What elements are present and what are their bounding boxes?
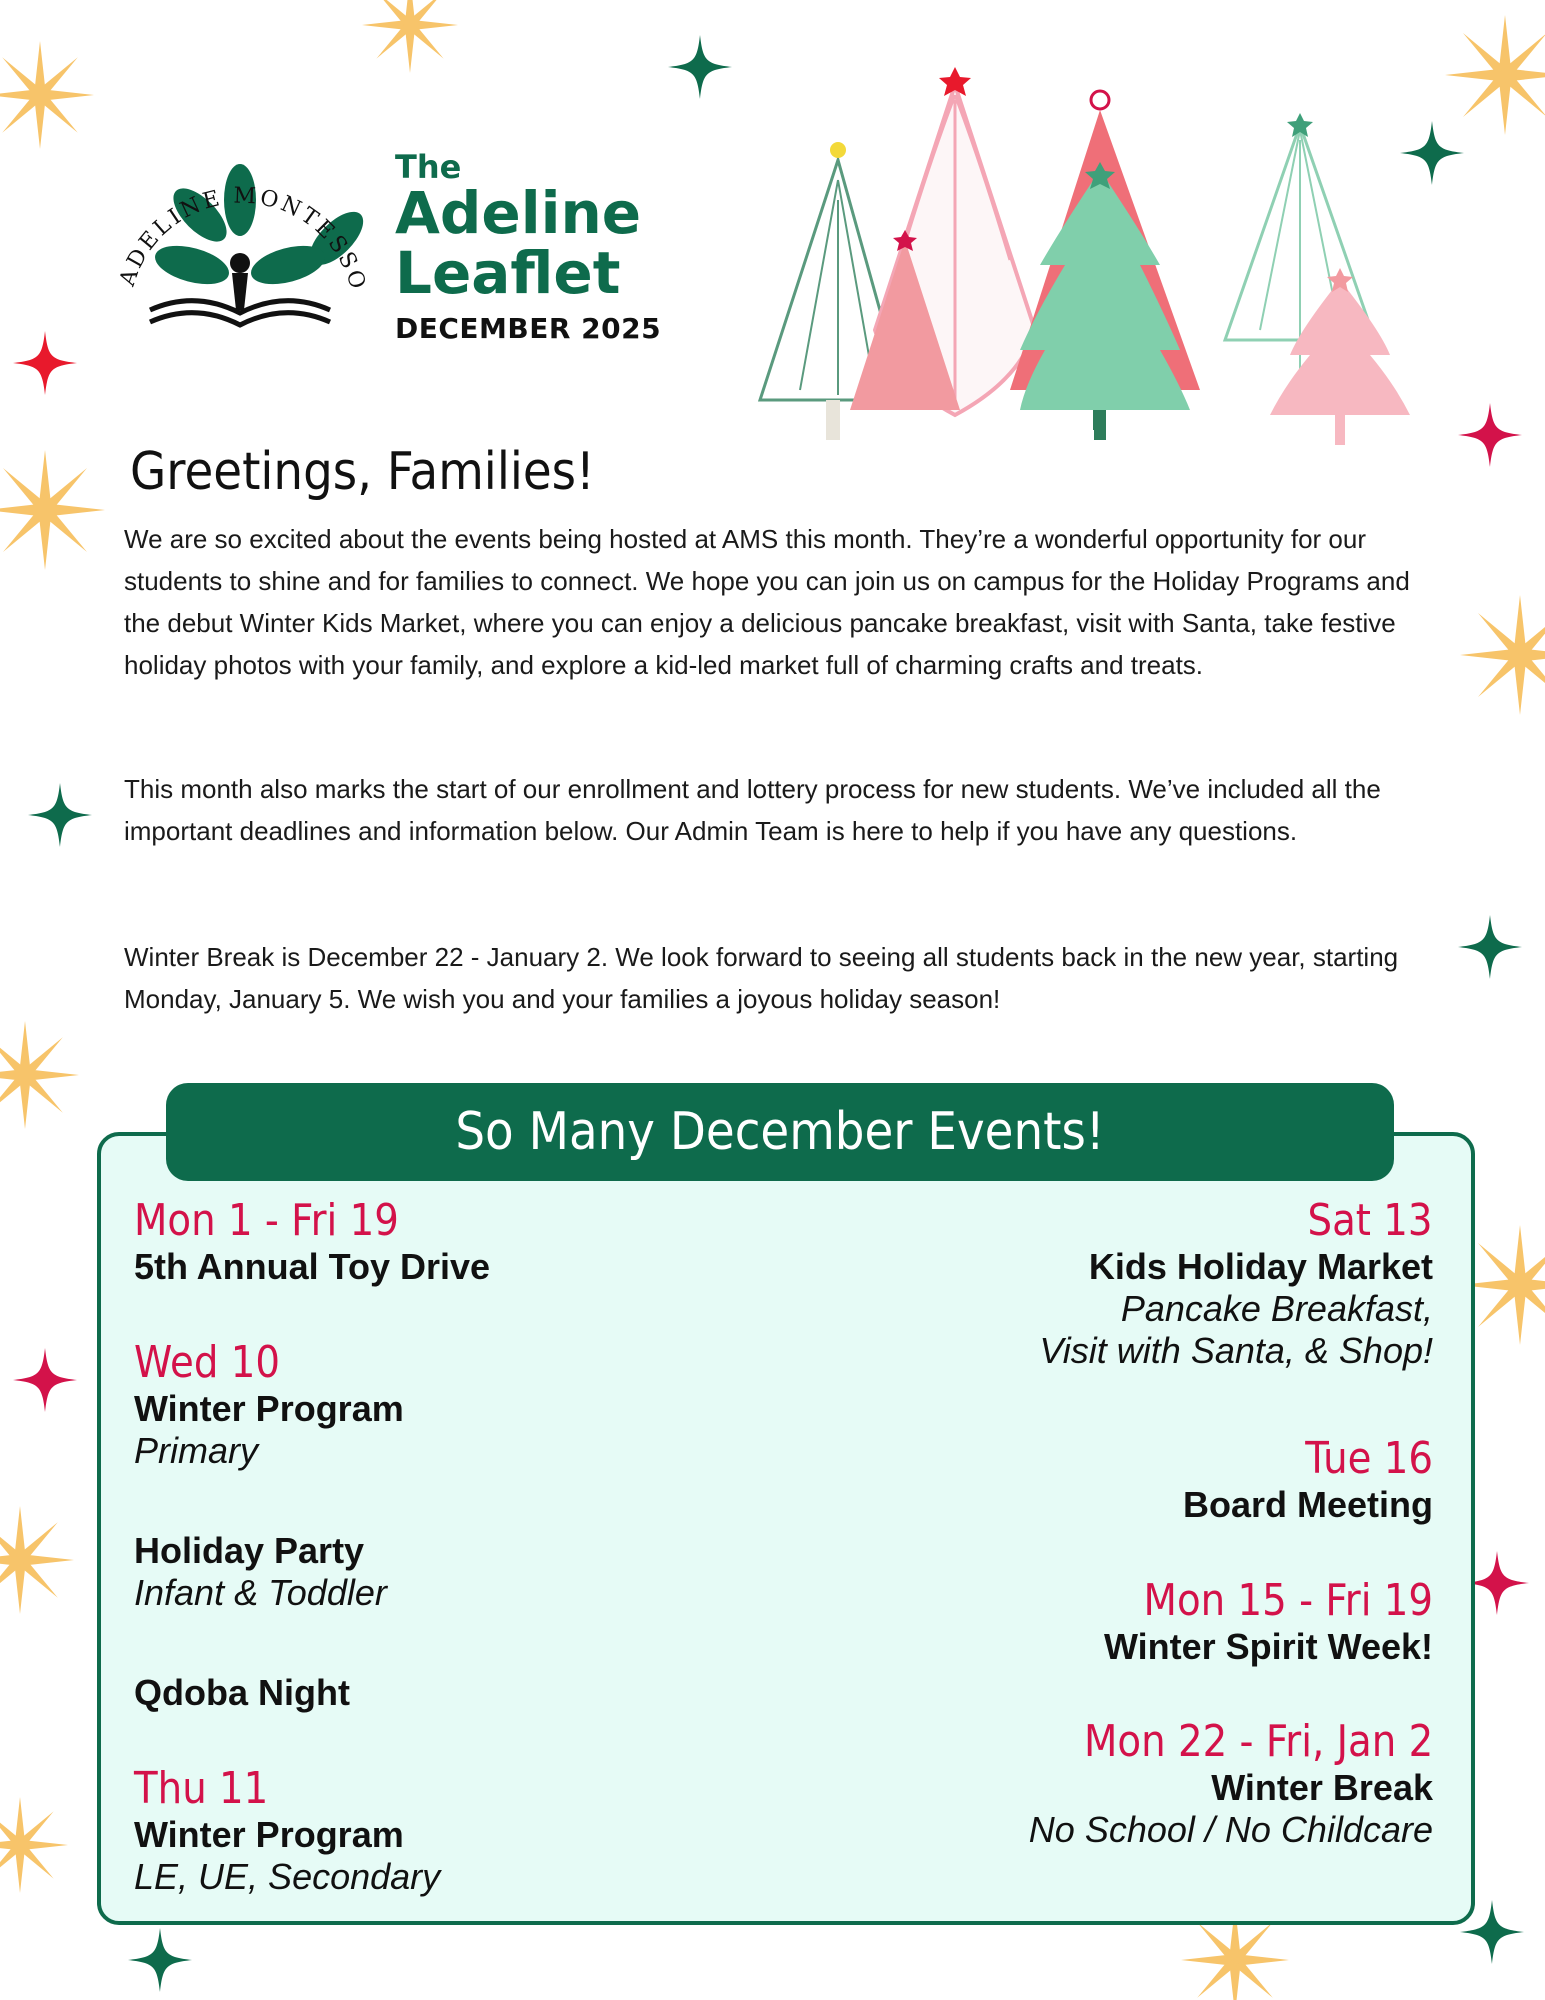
event-name: Qdoba Night (134, 1672, 350, 1713)
event-date: Wed 10 (134, 1337, 280, 1388)
star-burst-icon (0, 1797, 68, 1893)
sparkle-icon (1458, 403, 1522, 467)
star-burst-icon (0, 450, 105, 570)
star-burst-icon (0, 1021, 79, 1129)
svg-text:ADELINE MONTESSORI: ADELINE MONTESSO (115, 183, 371, 295)
event-detail: Pancake Breakfast, (1120, 1288, 1433, 1329)
sparkle-icon (1458, 915, 1522, 979)
event-name: Winter Spirit Week! (1103, 1626, 1433, 1667)
event-holiday-party (134, 1530, 387, 1614)
event-date: Mon 1 - Fri 19 (134, 1195, 399, 1246)
event-detail: Visit with Santa, & Shop! (1039, 1330, 1433, 1371)
enrollment-paragraph: This month also marks the start of our enrollment and lottery process for new students. We’ve included all the important deadlines and information below. Our Admin Team is here to help if you have any questions. (124, 774, 1381, 846)
events-heading: So Many December Events! (166, 1083, 1394, 1181)
sparkle-icon (128, 1928, 192, 1992)
greeting-heading: Greetings, Families! (130, 442, 595, 502)
event-winter-spirit-week (1104, 1575, 1433, 1668)
issue-date: DECEMBER 2025 (395, 312, 662, 345)
sparkle-icon (28, 783, 92, 847)
star-burst-icon (362, 0, 458, 73)
sparkle-icon (1400, 121, 1464, 185)
event-name: Winter Break (1211, 1767, 1433, 1808)
event-date: Tue 16 (1305, 1433, 1433, 1484)
event-toy-drive (134, 1195, 490, 1288)
tree-icon (1270, 268, 1410, 445)
event-name: Winter Program (134, 1814, 404, 1855)
school-logo-text (113, 160, 373, 360)
event-name: Kids Holiday Market (1088, 1246, 1433, 1287)
event-detail: Infant & Toddler (134, 1572, 387, 1613)
event-board-meeting (1183, 1433, 1433, 1526)
event-date: Thu 11 (134, 1763, 269, 1814)
event-detail: No School / No Childcare (1028, 1809, 1433, 1850)
event-winter-program-upper (134, 1763, 440, 1898)
christmas-trees-illustration (760, 67, 1410, 445)
event-date: Mon 15 - Fri 19 (1143, 1575, 1433, 1626)
event-kids-holiday-market (1039, 1195, 1433, 1372)
event-name: Holiday Party (134, 1530, 365, 1571)
event-detail: Primary (134, 1430, 258, 1471)
event-winter-program-primary (134, 1337, 404, 1472)
event-qdoba-night (134, 1672, 350, 1714)
event-date: Sat 13 (1307, 1195, 1433, 1246)
event-winter-break (1029, 1716, 1433, 1851)
event-name: Board Meeting (1182, 1484, 1433, 1525)
event-name: 5th Annual Toy Drive (134, 1246, 491, 1287)
star-burst-icon (1445, 15, 1545, 135)
event-date: Mon 22 - Fri, Jan 2 (1083, 1716, 1433, 1767)
newsletter-title: Adeline Leaflet (395, 179, 642, 307)
event-name: Winter Program (134, 1388, 404, 1429)
sparkle-icon (668, 35, 732, 99)
winter-break-paragraph: Winter Break is December 22 - January 2. We look forward to seeing all students back in the new year, starting Monday, January 5. We wish you and your families a joyous holiday season! (124, 942, 1399, 1014)
event-detail: LE, UE, Secondary (134, 1856, 441, 1897)
sparkle-icon (13, 331, 77, 395)
star-burst-icon (1460, 595, 1545, 715)
newsletter-title-prefix: The (395, 148, 462, 186)
sparkle-icon (13, 1348, 77, 1412)
star-burst-icon (0, 1506, 74, 1614)
star-burst-icon (0, 41, 94, 149)
intro-paragraph: We are so excited about the events being hosted at AMS this month. They’re a wonderful opportunity for our students to shine and for families to connect. We hope you can join us on campus for the Holiday Programs and the debut Winter Kids Market, where you can enjoy a delicious pancake breakfast, visit with Santa, take festive holiday photos with your family, and explore a kid-led market full of charming crafts and treats. (124, 524, 1410, 680)
